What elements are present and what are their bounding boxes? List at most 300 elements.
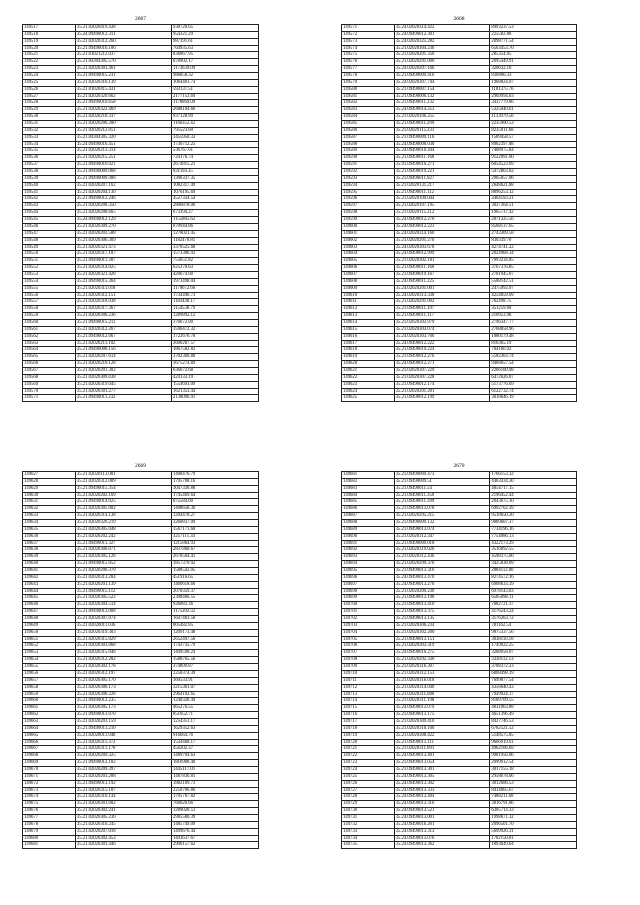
record-id-cell: 149605 [342, 258, 395, 265]
record-id-cell: 149674 [23, 794, 76, 801]
account-code-cell: 35.24.09490008.030 [394, 141, 490, 148]
amount-cell: 1795708.16 [171, 478, 258, 485]
record-id-cell: 149624 [342, 388, 395, 395]
record-id-cell: 149547 [23, 230, 76, 237]
record-id-cell: 149644 [23, 588, 76, 595]
record-id-cell: 149570 [23, 388, 76, 395]
account-code-cell: 35.21.02020303.461 [75, 66, 171, 73]
table-row [342, 581, 577, 588]
record-id-cell: 149700 [342, 602, 395, 609]
amount-cell: 2177153.69 [171, 93, 258, 100]
amount-cell: 1880179.48 [490, 333, 577, 340]
table-row [23, 86, 259, 93]
table-row [23, 478, 259, 485]
amount-cell: 4463434.30 [490, 478, 577, 485]
amount-cell: 374899.87 [171, 664, 258, 671]
table-row [342, 526, 577, 533]
record-id-cell: 149664 [23, 725, 76, 732]
account-code-cell: 35.24.09490012.270 [394, 217, 490, 224]
record-id-cell: 149724 [342, 766, 395, 773]
table-row [342, 86, 577, 93]
amount-cell: 225582.88 [490, 31, 577, 38]
table-row [23, 25, 259, 32]
amount-cell: 1064401.74 [171, 79, 258, 86]
record-id-cell: 149584 [342, 114, 395, 121]
account-code-cell: 35.21.02020311.080 [394, 691, 490, 698]
table-row [342, 354, 577, 361]
account-code-cell: 35.21.02020307.228 [394, 374, 490, 381]
amount-cell: 3038110.10 [490, 636, 577, 643]
record-id-cell: 149563 [23, 340, 76, 347]
account-code-cell: 35.21.09490010.658 [75, 100, 171, 107]
page-number: 2670 [453, 463, 465, 469]
amount-cell: 1408658.36 [171, 506, 258, 513]
record-id-cell: 149614 [342, 319, 395, 326]
table-row [23, 499, 259, 506]
account-code-cell: 35.21.02020419.438 [75, 25, 171, 32]
record-id-cell: 149575 [342, 52, 395, 59]
account-code-cell: 35.24.02020325.282 [394, 38, 490, 45]
record-id-cell: 149641 [23, 568, 76, 575]
table-row [342, 333, 577, 340]
table-row [342, 79, 577, 86]
amount-cell: 360533.91 [171, 677, 258, 684]
account-code-cell: 35.21.09490019.167 [394, 271, 490, 278]
amount-cell: 1175202.32 [171, 609, 258, 616]
amount-cell: 1173639.09 [171, 66, 258, 73]
table-row [23, 347, 259, 354]
amount-cell: 4356640.43 [490, 684, 577, 691]
account-code-cell: 35.21.09490012.276 [394, 354, 490, 361]
record-id-cell: 149720 [342, 739, 395, 746]
record-id-cell: 149610 [342, 292, 395, 299]
record-id-cell: 149613 [342, 313, 395, 320]
amount-cell: 1589458.57 [490, 134, 577, 141]
amount-cell: 465276.55 [171, 705, 258, 712]
amount-cell: 6008498.19 [490, 670, 577, 677]
page-number: 2667 [135, 16, 146, 22]
record-id-cell: 149586 [342, 127, 395, 134]
amount-cell: 320632.10 [490, 66, 577, 73]
table-row [342, 547, 577, 554]
table-row [342, 175, 577, 182]
amount-cell: 1745469.64 [171, 492, 258, 499]
table-row [23, 677, 259, 684]
account-code-cell: 35.24.09490013.076 [394, 835, 490, 842]
record-id-cell: 149596 [342, 196, 395, 203]
account-code-cell: 35.21.02020312.436 [394, 554, 490, 561]
record-id-cell: 149668 [23, 753, 76, 760]
record-id-cell: 149541 [23, 189, 76, 196]
record-id-cell: 149705 [342, 636, 395, 643]
amount-cell: 4527334.54 [171, 196, 258, 203]
record-id-cell: 149719 [342, 732, 395, 739]
amount-cell: 351259.68 [490, 306, 577, 313]
record-id-cell: 149629 [23, 485, 76, 492]
table-row [23, 319, 259, 326]
account-code-cell: 35.24.09490012.311 [75, 31, 171, 38]
record-id-cell: 149520 [23, 45, 76, 52]
record-id-cell: 149725 [342, 773, 395, 780]
record-id-cell: 149661 [23, 705, 76, 712]
table-row [23, 169, 259, 176]
table-row [23, 705, 259, 712]
table-row [23, 299, 259, 306]
record-id-cell: 149698 [342, 588, 395, 595]
account-code-cell: 35.21.02020310.106 [394, 725, 490, 732]
record-id-cell: 149544 [23, 210, 76, 217]
amount-cell: 3376525.68 [171, 244, 258, 251]
amount-cell: 875584.60 [171, 499, 258, 506]
table-row [342, 814, 577, 821]
record-id-cell: 149615 [342, 326, 395, 333]
table-row [23, 629, 259, 636]
amount-cell: 2600287.57 [171, 340, 258, 347]
account-code-cell: 35.21.09490016.106 [75, 45, 171, 52]
record-id-cell: 149572 [342, 31, 395, 38]
table-row [342, 299, 577, 306]
account-code-cell: 35.21.02020202.330 [394, 657, 490, 664]
account-code-cell: 35.21.02020303.074 [394, 326, 490, 333]
table-row [342, 203, 577, 210]
record-id-cell: 149526 [23, 86, 76, 93]
account-code-cell: 35.21.02020308.422 [394, 732, 490, 739]
amount-cell: 1736712.25 [171, 141, 258, 148]
amount-cell: 8568137.65 [490, 223, 577, 230]
table-row [23, 568, 259, 575]
record-id-cell: 149517 [23, 25, 76, 32]
amount-cell: 2475992.07 [490, 285, 577, 292]
amount-cell: 2688104.66 [171, 107, 258, 114]
account-code-cell: 35.21.02020316.139 [75, 79, 171, 86]
account-code-cell: 35.21.02020311.372 [75, 739, 171, 746]
account-code-cell: 35.21.02020314.040 [394, 684, 490, 691]
account-code-cell: 35.21.09490014.025 [75, 499, 171, 506]
table-row [23, 148, 259, 155]
table-row [342, 732, 577, 739]
account-code-cell: 35.21.09490019.221 [394, 169, 490, 176]
table-row [342, 499, 577, 506]
record-id-cell: 149716 [342, 712, 395, 719]
account-code-cell: 35.21.02020320.219 [75, 520, 171, 527]
account-code-cell: 35.21.09490011.160 [394, 265, 490, 272]
account-code-cell: 35.21.09490013.375 [394, 609, 490, 616]
amount-cell: 636672.68 [171, 367, 258, 374]
record-id-cell: 149649 [23, 622, 76, 629]
amount-cell: 3675274.89 [171, 361, 258, 368]
table-row [342, 780, 577, 787]
amount-cell: 3437779.86 [490, 100, 577, 107]
amount-cell: 1573386.92 [171, 251, 258, 258]
table-row [342, 244, 577, 251]
account-code-cell: 35.21.02020306.071 [75, 547, 171, 554]
table-row [23, 712, 259, 719]
account-code-cell: 35.21.02020209.397 [75, 766, 171, 773]
account-code-cell: 35.21.09490012.235 [75, 698, 171, 705]
amount-cell: 1493637.67 [171, 835, 258, 842]
amount-cell: 1588542.05 [171, 568, 258, 575]
account-code-cell: 35.24.09490012.271 [394, 361, 490, 368]
amount-cell: 8962397.88 [490, 141, 577, 148]
account-code-cell: 35.21.02020318.038 [75, 299, 171, 306]
record-id-cell: 149542 [23, 196, 76, 203]
table-row [23, 73, 259, 80]
table-row [342, 367, 577, 374]
amount-cell: 9468657.54 [490, 361, 577, 368]
account-code-cell: 35.24.09490010.444 [394, 148, 490, 155]
table-row [23, 313, 259, 320]
amount-cell: 1460618.60 [171, 581, 258, 588]
account-code-cell: 35.21.09490013.410 [394, 602, 490, 609]
amount-cell: 4854717.15 [490, 485, 577, 492]
account-code-cell: 35.21.02020305.230 [75, 814, 171, 821]
table-row [23, 581, 259, 588]
amount-cell: 6305714.33 [490, 808, 577, 815]
table-row [23, 189, 259, 196]
record-id-cell: 149707 [342, 650, 395, 657]
account-code-cell: 35.21.02020304.236 [394, 45, 490, 52]
account-code-cell: 35.21.09490013.074 [394, 526, 490, 533]
amount-cell: 3012686.53 [490, 780, 577, 787]
amount-cell: 830339.70 [490, 237, 577, 244]
record-id-cell: 149712 [342, 684, 395, 691]
amount-cell: 2701945.07 [490, 271, 577, 278]
table-row [342, 169, 577, 176]
amount-cell: 1082317.49 [171, 182, 258, 189]
account-code-cell: 35.21.09490011.299 [394, 121, 490, 128]
table-row [23, 258, 259, 265]
amount-cell: 210953.98 [490, 313, 577, 320]
amount-cell: 3018646.19 [490, 395, 577, 402]
record-id-cell: 149567 [23, 367, 76, 374]
account-code-cell: 35.21.02020201.302 [75, 367, 171, 374]
account-code-cell: 35.21.09490013.198 [394, 595, 490, 602]
amount-cell: 2266100.98 [490, 367, 577, 374]
amount-cell: 1289892.12 [171, 313, 258, 320]
amount-cell: 764935.63 [171, 45, 258, 52]
account-code-cell: 35.21.02020304.514 [75, 602, 171, 609]
amount-cell: 2884112.00 [490, 568, 577, 575]
record-id-cell: 149628 [23, 478, 76, 485]
account-code-cell: 35.21.02020302.178 [75, 664, 171, 671]
record-id-cell: 149550 [23, 251, 76, 258]
record-id-cell: 149616 [342, 333, 395, 340]
record-id-cell: 149735 [342, 842, 395, 849]
amount-cell: 3260837.09 [171, 520, 258, 527]
record-id-cell: 149564 [23, 347, 76, 354]
account-code-cell: 35.24.02020201.001 [394, 285, 490, 292]
record-id-cell: 149602 [342, 237, 395, 244]
record-id-cell: 149558 [23, 306, 76, 313]
account-code-cell: 35.21.02020321.473 [75, 244, 171, 251]
record-id-cell: 149566 [23, 361, 76, 368]
amount-cell: 1499598.24 [171, 650, 258, 657]
account-code-cell: 35.21.02020302.200 [394, 629, 490, 636]
account-code-cell: 35.21.02020316.397 [394, 664, 490, 671]
account-code-cell: 35.21.02020305.173 [75, 705, 171, 712]
table-row [342, 574, 577, 581]
amount-cell: 8896253.12 [490, 189, 577, 196]
amount-cell: 8235011.68 [490, 127, 577, 134]
table-row [342, 388, 577, 395]
account-code-cell: 35.21.02020307.074 [75, 616, 171, 623]
record-id-cell: 149538 [23, 169, 76, 176]
table-row [342, 794, 577, 801]
account-code-cell: 35.21.02020312.153 [394, 670, 490, 677]
amount-cell: 2676564.41 [171, 554, 258, 561]
amount-cell: 1204478.27 [171, 513, 258, 520]
record-id-cell: 149571 [342, 25, 395, 32]
account-code-cell: 35.21.02020306.173 [75, 684, 171, 691]
account-code-cell: 35.21.02020211.102 [75, 340, 171, 347]
account-code-cell: 35.21.02020113.081 [75, 472, 171, 479]
amount-cell: 424133.19 [171, 374, 258, 381]
record-id-cell: 149670 [23, 766, 76, 773]
account-code-cell: 35.24.09490013.276 [394, 581, 490, 588]
record-id-cell: 149657 [23, 677, 76, 684]
account-code-cell: 35.21.02020310.245 [75, 821, 171, 828]
account-code-cell: 35.21.02020303.979 [394, 319, 490, 326]
account-code-cell: 35.24.09490016.261 [394, 821, 490, 828]
table-row [342, 787, 577, 794]
account-code-cell: 35.21.02020306.236 [75, 313, 171, 320]
amount-cell: 1734496.73 [171, 292, 258, 299]
table-row [23, 217, 259, 224]
table-row [23, 340, 259, 347]
record-id-cell: 149694 [342, 561, 395, 568]
record-id-cell: 149595 [342, 189, 395, 196]
account-code-cell: 35.21.02020312.089 [75, 478, 171, 485]
table-row [342, 472, 577, 479]
account-code-cell: 35.21.02020011.036 [75, 622, 171, 629]
amount-cell: 3708372.23 [490, 664, 577, 671]
record-id-cell: 149727 [342, 787, 395, 794]
amount-cell: 1209173.48 [171, 629, 258, 636]
amount-cell: 1455950.33 [171, 134, 258, 141]
account-code-cell: 35.21.09490012.174 [394, 381, 490, 388]
amount-cell: 1647483.50 [171, 616, 258, 623]
account-code-cell: 35.21.09490013.301 [394, 766, 490, 773]
record-id-cell: 149619 [342, 354, 395, 361]
table-row [23, 203, 259, 210]
table-row [23, 513, 259, 520]
table-row [342, 835, 577, 842]
amount-cell: 9981956.06 [490, 753, 577, 760]
record-id-cell: 149631 [23, 499, 76, 506]
table-row [342, 182, 577, 189]
record-id-cell: 149663 [23, 718, 76, 725]
account-code-cell: 35.21.02020106.255 [394, 114, 490, 121]
account-code-cell: 35.21.02020316.018 [394, 677, 490, 684]
table-row [342, 278, 577, 285]
record-id-cell: 149569 [23, 381, 76, 388]
record-id-cell: 149554 [23, 278, 76, 285]
account-code-cell: 35.24.02020314.422 [394, 25, 490, 32]
table-row [342, 712, 577, 719]
table-row [342, 554, 577, 561]
account-code-cell: 35.21.02020320.662 [75, 93, 171, 100]
table-row [23, 388, 259, 395]
record-id-cell: 149594 [342, 182, 395, 189]
table-row [23, 602, 259, 609]
table-row [342, 746, 577, 753]
table-row [342, 622, 577, 629]
amount-cell: 1629352.63 [171, 725, 258, 732]
amount-cell: 9122091.00 [490, 155, 577, 162]
table-row [23, 643, 259, 650]
record-id-cell: 149553 [23, 271, 76, 278]
account-code-cell: 35.21.09490011.54 [394, 485, 490, 492]
account-code-cell: 35.21.09490013.111 [394, 739, 490, 746]
amount-cell: 2985580.39 [171, 814, 258, 821]
amount-cell: 836867.95 [171, 52, 258, 59]
record-id-cell: 149519 [23, 38, 76, 45]
table-row [23, 554, 259, 561]
amount-cell: 8189709.55 [490, 698, 577, 705]
table-row [23, 561, 259, 568]
account-code-cell: 35.21.09490009.51 [394, 478, 490, 485]
table-row [342, 134, 577, 141]
record-id-cell: 149690 [342, 533, 395, 540]
record-id-cell: 149580 [342, 86, 395, 93]
account-code-cell: 35.21.02020309.410 [394, 718, 490, 725]
table-row [23, 59, 259, 66]
amount-cell: 1816908.40 [171, 760, 258, 767]
account-code-cell: 35.24.09490013.362 [394, 842, 490, 849]
table-row [342, 285, 577, 292]
table-row [342, 808, 577, 815]
table-row [342, 828, 577, 835]
table-row [342, 513, 577, 520]
table-row [23, 547, 259, 554]
amount-cell: 1485749.09 [171, 821, 258, 828]
account-code-cell: 35.21.09490013.210 [75, 725, 171, 732]
table-row [342, 347, 577, 354]
amount-cell: 1998671.32 [490, 814, 577, 821]
amount-cell: 8414065.67 [490, 787, 577, 794]
record-id-cell: 149603 [342, 244, 395, 251]
table-row [342, 114, 577, 121]
amount-cell: 3767376.85 [490, 265, 577, 272]
table-row [342, 561, 577, 568]
account-code-cell: 35.21.02020201.002 [394, 299, 490, 306]
amount-cell: 2796347.77 [490, 319, 577, 326]
amount-cell: 3464593.21 [490, 196, 577, 203]
table-row [23, 306, 259, 313]
table-row [23, 520, 259, 527]
account-code-cell: 35.21.02020201.350 [394, 52, 490, 59]
amount-cell: 2250706.86 [171, 787, 258, 794]
account-code-cell: 35.24.09490012.301 [394, 31, 490, 38]
record-id-cell: 149710 [342, 670, 395, 677]
amount-cell: 3816791.86 [490, 801, 577, 808]
account-code-cell: 35.21.02020203.159 [75, 718, 171, 725]
data-table [22, 24, 259, 402]
amount-cell: 1588765.56 [171, 657, 258, 664]
account-code-cell: 35.21.09490011.112 [394, 189, 490, 196]
record-id-cell: 149612 [342, 306, 395, 313]
table-row [342, 506, 577, 513]
amount-cell: 762498.75 [490, 299, 577, 306]
record-id-cell: 149734 [342, 835, 395, 842]
account-code-cell: 35.21.02020212.051 [75, 127, 171, 134]
record-id-cell: 149687 [342, 513, 395, 520]
record-id-cell: 149703 [342, 622, 395, 629]
account-code-cell: 35.21.02020203.588 [75, 230, 171, 237]
table-row [23, 485, 259, 492]
record-id-cell: 149539 [23, 175, 76, 182]
record-id-cell: 149620 [342, 361, 395, 368]
